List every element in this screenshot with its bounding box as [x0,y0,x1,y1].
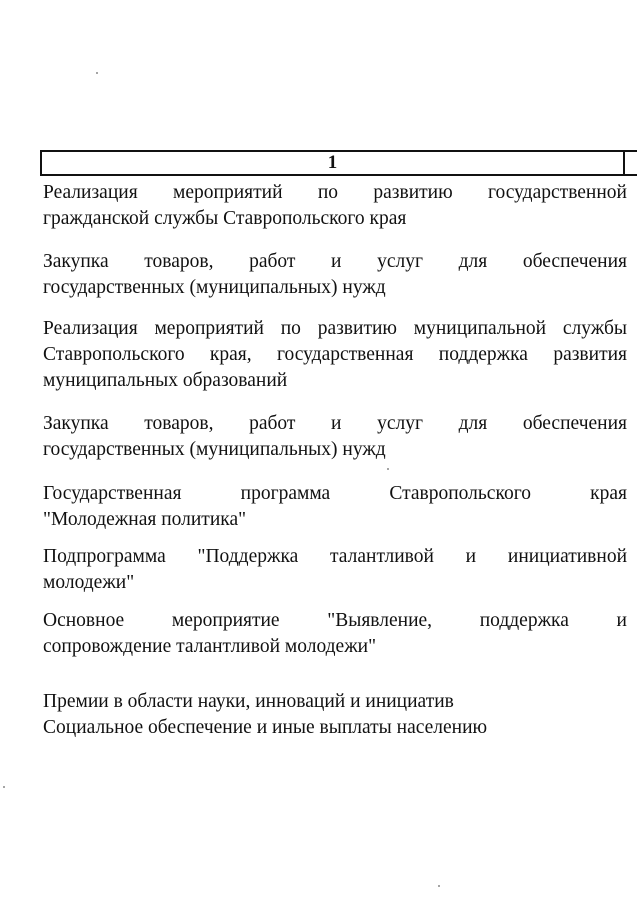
entry-line: государственных (муниципальных) нужд [43,277,386,298]
scan-speck [3,786,5,788]
scan-speck [387,468,389,470]
entry-line: Реализация мероприятий по развитию государственной [43,182,627,203]
entry-line: муниципальных образований [43,370,288,391]
entry-line: государственных (муниципальных) нужд [43,439,386,460]
entry-line: Закупка товаров, работ и услуг для обеспечения [43,413,627,434]
entry-line: "Молодежная политика" [43,509,247,530]
entry-line: Государственная программа Ставропольского края [43,483,627,504]
entry-line: Ставропольского края, государственная поддержка развития [43,344,627,365]
entry-youth-program [43,481,627,533]
scan-speck [438,885,440,887]
entry-municipal-service [43,316,627,394]
scan-speck [96,72,98,74]
entry-line: молодежи" [43,572,135,593]
entry-science-awards [43,689,627,715]
entry-procurement-2 [43,411,627,463]
entry-line: Основное мероприятие "Выявление, поддержка и [43,610,627,631]
entry-gov-civil-service [43,180,627,232]
entry-main-activity [43,608,627,660]
entry-line: Реализация мероприятий по развитию муниципальной службы [43,318,627,339]
entry-line: Подпрограмма "Поддержка талантливой и инициативной [43,546,627,567]
entry-talented-youth-subprogram [43,544,627,596]
entry-line: Закупка товаров, работ и услуг для обеспечения [43,251,627,272]
next-column-header [625,152,637,174]
entry-social-payments [43,715,627,741]
entry-line: сопровождение талантливой молодежи" [43,636,377,657]
entry-line: Социальное обеспечение и иные выплаты населению [43,717,488,738]
entry-line: гражданской службы Ставропольского края [43,208,407,229]
column-number-header: 1 [42,152,625,174]
table-header-row [40,150,637,176]
entry-line: Премии в области науки, инноваций и инициатив [43,691,454,712]
entry-procurement-1 [43,249,627,301]
